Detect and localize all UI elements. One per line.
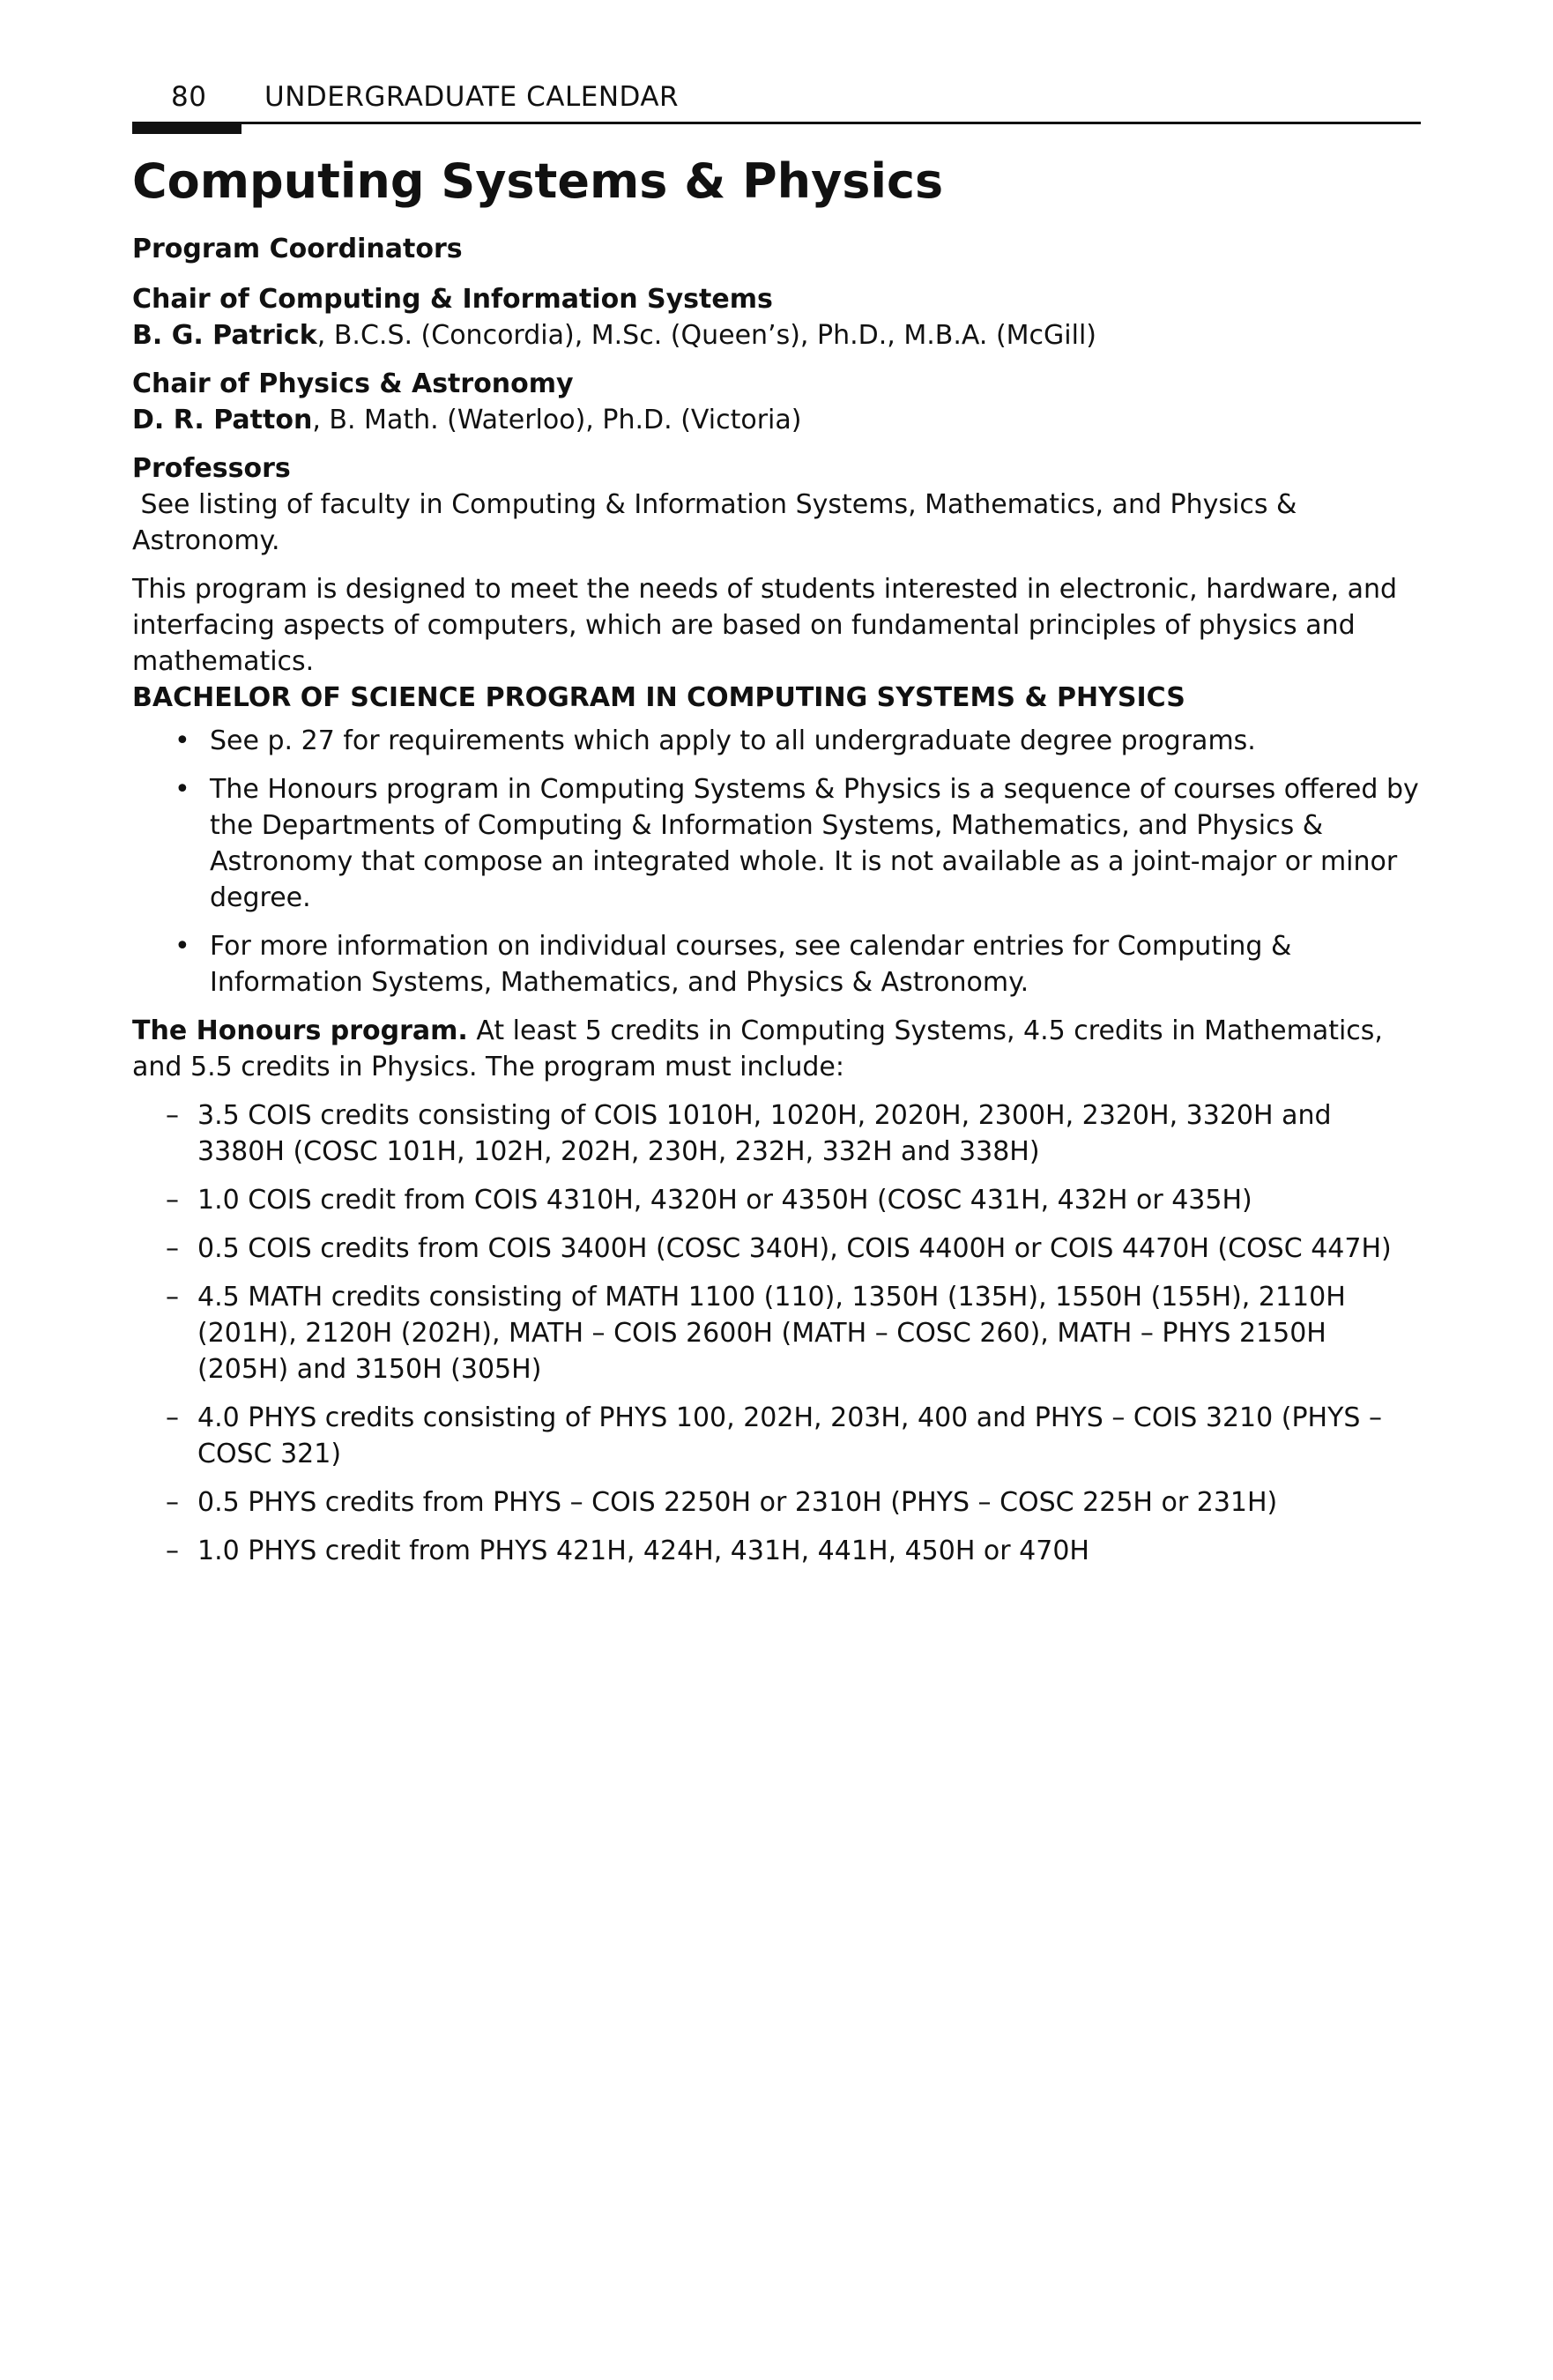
list-item [132, 928, 1421, 1000]
coordinator-name: B. G. Patrick [132, 320, 317, 351]
header-rule-tab [132, 122, 241, 134]
honours-label: The Honours program. [132, 1015, 468, 1046]
bullet-marker: • [175, 931, 190, 962]
list-item [132, 1484, 1421, 1521]
page-content [132, 231, 1421, 1581]
list-item [132, 1533, 1421, 1569]
coordinator-role: Chair of Physics & Astronomy [132, 368, 574, 399]
list-item-text: For more information on individual courses, see calendar entries for Computing & Information Systems, Mathematics, and Physics & Astronomy. [210, 931, 1292, 998]
list-item [132, 771, 1421, 916]
list-item-text: 4.0 PHYS credits consisting of PHYS 100, 202H, 203H, 400 and PHYS – COIS 3210 (PHYS –COSC 321) [197, 1402, 1382, 1469]
dash-marker: – [166, 1536, 179, 1566]
list-item [132, 1097, 1421, 1170]
honours-requirements-list [132, 1097, 1421, 1569]
bsc-heading: BACHELOR OF SCIENCE PROGRAM IN COMPUTING SYSTEMS & PHYSICS [132, 682, 1185, 713]
bullet-marker: • [175, 725, 190, 756]
honours-text: At least 5 credits in Computing Systems, 4.5 credits in Mathematics, and 5.5 credits in Physics. The program must include: [132, 1015, 1383, 1082]
list-item-text: 4.5 MATH credits consisting of MATH 1100 (110), 1350H (135H), 1550H (155H), 2110H (201H), 2120H (202H), MATH – COIS 2600H (MATH – COSC 260), MATH – PHYS 2150H (205H) and 3150H (305H) [197, 1282, 1346, 1385]
coordinator-entry [132, 402, 1421, 438]
bullet-marker: • [175, 774, 190, 805]
list-item-text: 1.0 PHYS credit from PHYS 421H, 424H, 431H, 441H, 450H or 470H [197, 1536, 1089, 1566]
program-intro: This program is designed to meet the needs of students interested in electronic, hardware, and interfacing aspects of computers, which are based on fundamental principles of physics and mathematics. [132, 574, 1398, 677]
coordinator-group-computing [132, 281, 1421, 353]
list-item-text: See p. 27 for requirements which apply to all undergraduate degree programs. [210, 725, 1256, 756]
coordinator-group-physics [132, 366, 1421, 438]
coordinator-entry [132, 317, 1421, 353]
list-item-text: 0.5 COIS credits from COIS 3400H (COSC 340H), COIS 4400H or COIS 4470H (COSC 447H) [197, 1233, 1392, 1264]
header-rule [132, 122, 1421, 124]
coordinator-credentials: , B. Math. (Waterloo), Ph.D. (Victoria) [312, 405, 802, 435]
running-header [132, 81, 1421, 116]
list-item [132, 1182, 1421, 1218]
dash-marker: – [166, 1282, 179, 1313]
list-item [132, 1279, 1421, 1387]
honours-paragraph [132, 1013, 1421, 1085]
coordinator-name: D. R. Patton [132, 405, 313, 435]
list-item-text: The Honours program in Computing Systems & Physics is a sequence of courses offered by the Departments of Computing & Information Systems, Mathematics, and Physics & Astronomy that compose an integrated whole. It is not available as a joint-major or minor degree. [210, 774, 1419, 913]
dash-marker: – [166, 1487, 179, 1518]
list-item [132, 1400, 1421, 1472]
coordinator-role: Chair of Computing & Information Systems [132, 284, 773, 315]
coordinator-credentials: , B.C.S. (Concordia), M.Sc. (Queen’s), Ph.D., M.B.A. (McGill) [316, 320, 1096, 351]
list-item-text: 1.0 COIS credit from COIS 4310H, 4320H or 4350H (COSC 431H, 432H or 435H) [197, 1185, 1252, 1216]
professors-group [132, 450, 1421, 559]
page-number: 80 [171, 81, 207, 113]
dash-marker: – [166, 1100, 179, 1131]
professors-role: Professors [132, 453, 291, 484]
list-item-text: 0.5 PHYS credits from PHYS – COIS 2250H or 2310H (PHYS – COSC 225H or 231H) [197, 1487, 1278, 1518]
dash-marker: – [166, 1185, 179, 1216]
coordinators-heading: Program Coordinators [132, 234, 463, 264]
page-title: Computing Systems & Physics [132, 153, 944, 209]
professors-text: See listing of faculty in Computing & Information Systems, Mathematics, and Physics & Astronomy. [132, 489, 1305, 556]
dash-marker: – [166, 1402, 179, 1433]
dash-marker: – [166, 1233, 179, 1264]
list-item [132, 723, 1421, 759]
bsc-bullet-list [132, 723, 1421, 1000]
list-item [132, 1231, 1421, 1267]
running-title: UNDERGRADUATE CALENDAR [264, 81, 680, 113]
list-item-text: 3.5 COIS credits consisting of COIS 1010H, 1020H, 2020H, 2300H, 2320H, 3320H and 3380H (COSC 101H, 102H, 202H, 230H, 232H, 332H and 338H) [197, 1100, 1332, 1167]
